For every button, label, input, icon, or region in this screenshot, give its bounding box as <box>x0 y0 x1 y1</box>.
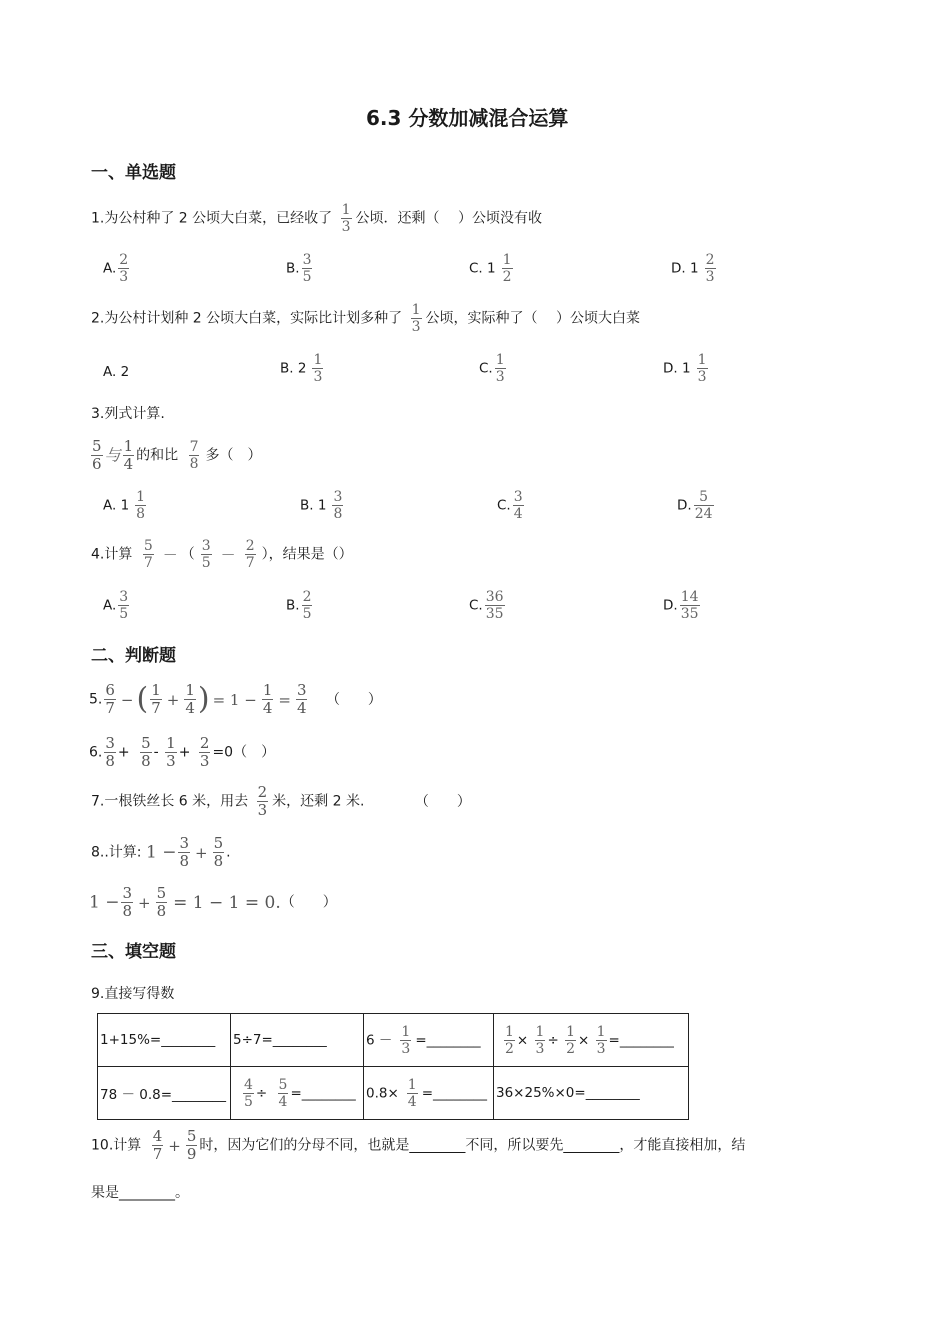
question-1 <box>91 203 542 234</box>
question-5-fraction-1: $\frac{6}{7}$ <box>105 681 115 717</box>
question-1-option-c[interactable]: C. 1 $\frac{1}{2}$ <box>469 252 512 285</box>
question-5-fraction-4: $\frac{1}{4}$ <box>262 681 273 717</box>
question-3-fraction-1: $\frac{5}{6}$ <box>92 437 102 473</box>
question-4-option-a[interactable]: A. $\frac{3}{5}$ <box>103 589 129 622</box>
page-title: 6.3 分数加减混合运算 <box>366 106 569 130</box>
question-8-text-prefix: 8..计算: <box>91 844 142 861</box>
question-4-lparen: （ <box>180 546 195 563</box>
question-5-fraction-5: $\frac{3}{4}$ <box>296 681 307 717</box>
question-5-fraction-3: $\frac{1}{4}$ <box>185 681 195 717</box>
table-cell[interactable]: 36×25%×0=________ <box>494 1067 689 1120</box>
question-2-option-d[interactable]: D. 1 $\frac{1}{3}$ <box>663 352 707 385</box>
question-7-answer-blank[interactable]: （ ） <box>414 793 471 810</box>
table-cell[interactable]: $\frac{1}{2}$ × $\frac{1}{3}$ ÷ $\frac{1}{2}$ × $\frac{1}{3}$ =________ <box>494 1014 689 1067</box>
question-3-option-d[interactable]: D. $\frac{5}{24}$ <box>677 489 713 522</box>
question-4-text-prefix: 4.计算 <box>91 546 133 563</box>
question-4-minus-2: － <box>220 545 236 564</box>
question-1-text-prefix: 1.为公村种了 2 公顷大白菜，已经收了 <box>91 210 333 227</box>
question-7 <box>91 785 471 818</box>
question-7-fraction: $\frac{2}{3}$ <box>257 783 268 819</box>
table-cell[interactable]: 6 － $\frac{1}{3}$ =________ <box>364 1014 494 1067</box>
question-8-statement: 1 − $\frac{3}{8}$ + $\frac{5}{8}$ = 1 − 1 = 0.（ ） <box>89 884 337 920</box>
question-4-minus: － <box>162 545 178 564</box>
question-2-text-prefix: 2.为公村计划种 2 公顷大白菜，实际比计划多种了 <box>91 310 403 327</box>
question-7-text-prefix: 7.一根铁丝长 6 米，用去 <box>91 793 249 810</box>
section-heading-fill-in: 三、填空题 <box>91 942 176 962</box>
question-2-text-suffix: 公顷，实际种了（ ）公顷大白菜 <box>425 310 640 327</box>
question-10-line-2[interactable]: 果是________。 <box>91 1185 189 1201</box>
question-10: 10.计算 $\frac{4}{7}$ + $\frac{5}{9}$ 时，因为它们的分母不同，也就是________不同，所以要先________，才能直接相加，结 <box>91 1127 746 1163</box>
question-3-fraction-3: $\frac{7}{8}$ <box>189 439 199 472</box>
table-cell[interactable]: 5÷7=________ <box>231 1014 364 1067</box>
question-3-title: 3.列式计算. <box>91 406 165 422</box>
question-2 <box>91 303 640 334</box>
question-3-option-c[interactable]: C. $\frac{3}{4}$ <box>497 489 523 522</box>
question-1-option-b[interactable]: B. $\frac{3}{5}$ <box>286 252 312 285</box>
question-8: 8..计算: 1 − $\frac{3}{8}$ + $\frac{5}{8}$ . <box>91 834 231 870</box>
table-cell[interactable]: $\frac{4}{5}$ ÷ $\frac{5}{4}$ =________ <box>231 1067 364 1120</box>
question-4-option-d[interactable]: D. $\frac{14}{35}$ <box>663 589 699 622</box>
question-4 <box>91 539 353 570</box>
question-3-text-mid: 的和比 <box>136 447 179 464</box>
question-5: 5. $\frac{6}{7}$ − ( $\frac{1}{7}$ + $\frac{1}{4}$ ) = 1 − $\frac{1}{4}$ = $\frac{3}{4}$ （ ） <box>89 681 382 717</box>
question-2-option-c[interactable]: C. $\frac{1}{3}$ <box>479 352 505 385</box>
question-3-fraction-2: $\frac{1}{4}$ <box>123 437 134 473</box>
question-10-text-prefix: 10.计算 <box>91 1137 142 1154</box>
question-1-option-a[interactable]: A. $\frac{2}{3}$ <box>103 252 129 285</box>
question-8-answer-blank[interactable]: （ ） <box>280 894 337 911</box>
question-7-text-suffix: 米，还剩 2 米. <box>272 793 365 810</box>
mental-math-table <box>97 1013 689 1120</box>
question-4-option-c[interactable]: C. $\frac{36}{35}$ <box>469 589 504 622</box>
section-heading-true-false: 二、判断题 <box>91 646 176 666</box>
table-row <box>98 1014 689 1067</box>
question-3-text-suffix: 多（ ） <box>205 447 262 464</box>
question-4-fraction-3: $\frac{2}{7}$ <box>245 538 255 571</box>
question-4-text-suffix: ），结果是（） <box>261 546 353 563</box>
table-row <box>98 1067 689 1120</box>
question-5-number: 5. <box>89 691 103 708</box>
question-10-text-suffix[interactable]: 时，因为它们的分母不同，也就是________不同，所以要先________，才能直接相加，结 <box>199 1137 746 1154</box>
question-3 <box>89 439 261 472</box>
question-1-fraction: $\frac{1}{3}$ <box>341 202 351 235</box>
table-cell[interactable]: 0.8× $\frac{1}{4}$ =________ <box>364 1067 494 1120</box>
question-1-text-suffix: 公顷．还剩（ ）公顷没有收 <box>355 210 542 227</box>
section-heading-single-choice: 一、单选题 <box>91 163 176 183</box>
question-6: 6. $\frac{3}{8}$ + $\frac{5}{8}$ - $\frac{1}{3}$ + $\frac{2}{3}$ =0（ ） <box>89 734 276 770</box>
question-6-number: 6. <box>89 744 103 761</box>
question-3-option-b[interactable]: B. 1 $\frac{3}{8}$ <box>300 489 343 522</box>
question-2-fraction: $\frac{1}{3}$ <box>411 302 421 335</box>
table-cell[interactable]: 78 － 0.8=________ <box>98 1067 231 1120</box>
table-cell[interactable]: 1+15%=________ <box>98 1014 231 1067</box>
question-9-title: 9.直接写得数 <box>91 986 175 1002</box>
question-3-option-a[interactable]: A. 1 $\frac{1}{8}$ <box>103 489 146 522</box>
question-3-yu: 与 <box>104 445 121 465</box>
question-5-fraction-2: $\frac{1}{7}$ <box>151 681 161 717</box>
question-5-answer-blank[interactable]: （ ） <box>325 691 382 708</box>
question-2-option-a[interactable]: A. 2 <box>103 364 130 380</box>
question-4-option-b[interactable]: B. $\frac{2}{5}$ <box>286 589 312 622</box>
question-4-fraction-1: $\frac{5}{7}$ <box>143 538 153 571</box>
question-1-option-d[interactable]: D. 1 $\frac{2}{3}$ <box>671 252 715 285</box>
question-4-fraction-2: $\frac{3}{5}$ <box>201 538 211 571</box>
question-2-option-b[interactable]: B. 2 $\frac{1}{3}$ <box>280 352 323 385</box>
question-6-suffix[interactable]: =0（ ） <box>212 744 276 761</box>
